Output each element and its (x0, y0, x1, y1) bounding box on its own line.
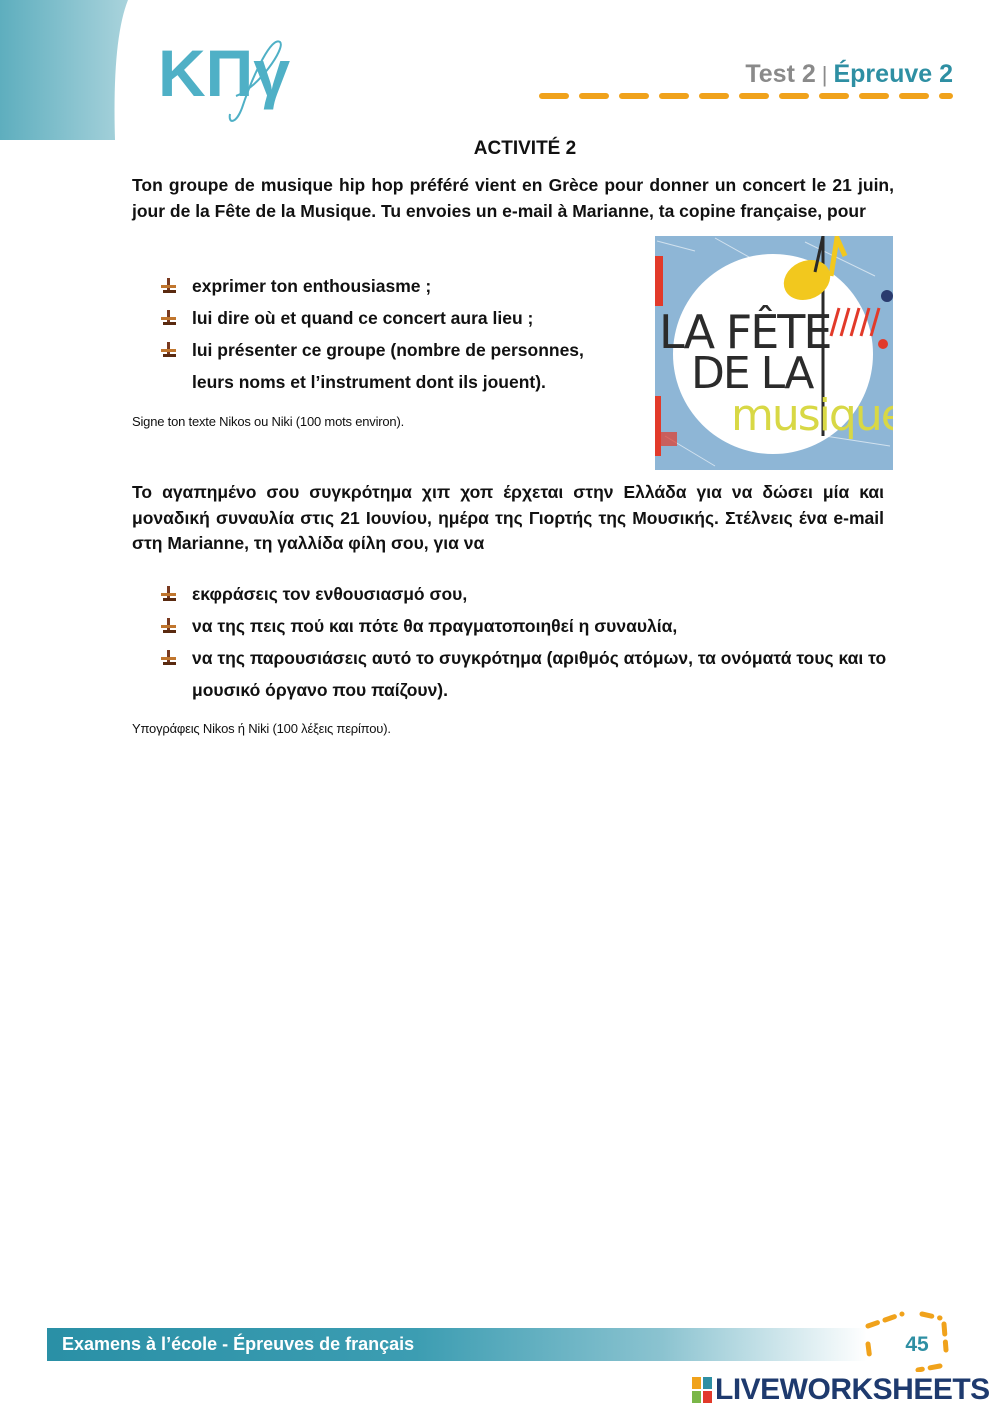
greek-intro: Το αγαπημένο σου συγκρότημα χιπ χοπ έρχεται στην Ελλάδα για να δώσει μία και μοναδική συναυλία στις 21 Ιουνίου, ημέρα της Γιορτής της Μουσικής. Στέλνεις ένα e-mail στη Marianne, τη γαλλίδα φίλη σου, για να (132, 482, 884, 553)
french-bullet-list (160, 270, 630, 398)
poster-line2: DE LA (691, 348, 813, 399)
liveworksheets-logo-icon (692, 1377, 712, 1403)
french-bullet-3: lui présenter ce groupe (nombre de personnes, leurs noms et l’instrument dont ils jouent). (192, 340, 584, 392)
french-intro: Ton groupe de musique hip hop préféré vient en Grèce pour donner un concert le 21 juin, jour de la Fête de la Musique. Tu envoies un e-mail à Marianne, ta copine française, pour (132, 175, 894, 221)
list-item (160, 270, 630, 302)
bullet-icon (160, 586, 178, 602)
bullet-icon (160, 278, 178, 294)
greek-bullet-3: να της παρουσιάσεις αυτό το συγκρότημα (αριθμός ατόμων, τα ονόματά τους και το μουσικό όργανο που παίζουν). (192, 648, 887, 700)
logo-text: ΚΠγ (158, 36, 291, 110)
footer-text: Examens à l’école - Épreuves de français (62, 1334, 415, 1354)
publisher-logo (158, 28, 293, 128)
greek-note: Υπογράφεις Nikos ή Niki (100 λέξεις περίπου). (132, 721, 391, 736)
liveworksheets-brand (692, 1373, 990, 1407)
fete-de-la-musique-poster (655, 236, 893, 470)
bullet-icon (160, 342, 178, 358)
page-header (745, 60, 953, 89)
list-item (160, 334, 630, 398)
list-item (160, 302, 630, 334)
greek-bullet-list (160, 578, 900, 706)
epreuve-label: Épreuve 2 (833, 60, 953, 88)
poster-line1: LA FÊTE (659, 305, 831, 359)
liveworksheets-text: LIVEWORKSHEETS (715, 1373, 990, 1406)
bullet-icon (160, 310, 178, 326)
test-label: Test 2 (745, 60, 816, 88)
bullet-icon (160, 650, 178, 666)
activity-title: ACTIVITÉ 2 (473, 138, 577, 159)
list-item (160, 610, 900, 642)
french-bullet-1: exprimer ton enthousiasme ; (192, 276, 432, 296)
list-item (160, 578, 900, 610)
corner-decoration (0, 0, 130, 140)
greek-bullet-1: εκφράσεις τον ενθουσιασμό σου, (192, 584, 468, 604)
french-bullet-2: lui dire où et quand ce concert aura lieu ; (192, 308, 534, 328)
greek-bullet-2: να της πεις πού και πότε θα πραγματοποιηθεί η συναυλία, (192, 616, 678, 636)
header-dashed-line (538, 91, 954, 101)
page-number: 45 (905, 1333, 929, 1356)
bullet-icon (160, 618, 178, 634)
poster-line3: musique (731, 390, 893, 441)
header-separator: | (821, 62, 828, 87)
footer-bar (47, 1328, 867, 1361)
french-note: Signe ton texte Nikos ou Niki (100 mots environ). (132, 414, 404, 429)
list-item (160, 642, 900, 706)
